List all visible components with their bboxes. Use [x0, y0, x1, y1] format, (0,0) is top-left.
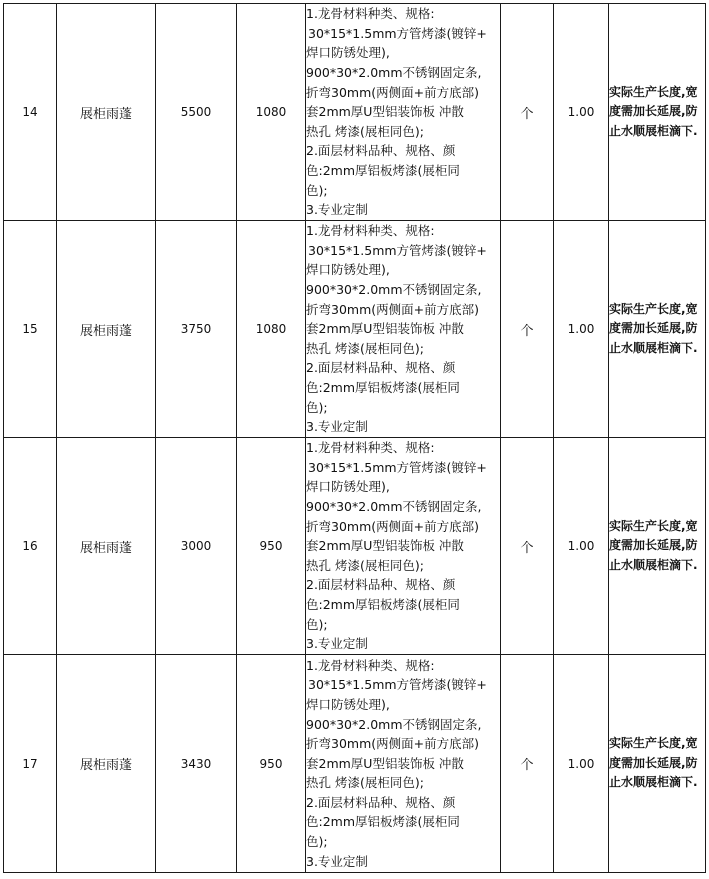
description-line: 3.专业定制 [306, 419, 368, 435]
description-line: 色); [306, 834, 328, 850]
unit-cell: 个 [501, 655, 554, 873]
item-name-cell: 展柜雨蓬 [57, 655, 156, 873]
length-cell: 5500 [156, 4, 237, 221]
item-name-cell: 展柜雨蓬 [57, 4, 156, 221]
description-line: 焊口防锈处理), [306, 262, 390, 278]
description-line: 3.专业定制 [306, 202, 368, 218]
description-line: 色:2mm厚铝板烤漆(展柜同 [306, 596, 460, 612]
length-cell: 3000 [156, 438, 237, 655]
description-line: 900*30*2.0mm不锈钢固定条, [306, 282, 482, 298]
description-line: 热孔 烤漆(展柜同色); [306, 123, 424, 139]
description-line: 折弯30mm(两侧面+前方底部) [306, 736, 479, 752]
description-line: 1.龙骨材料种类、规格: [306, 223, 435, 239]
table-row [4, 4, 706, 221]
note-cell: 实际生产长度,宽度需加长延展,防止水顺展柜滴下. [609, 438, 706, 655]
description-cell [306, 4, 501, 221]
unit-cell: 个 [501, 438, 554, 655]
description-line: 色); [306, 616, 328, 632]
table-row [4, 221, 706, 438]
description-line: 2.面层材料品种、规格、颜 [306, 794, 456, 810]
description-cell [306, 221, 501, 438]
item-number-cell: 14 [4, 4, 57, 221]
quantity-cell: 1.00 [554, 4, 609, 221]
item-number-cell: 16 [4, 438, 57, 655]
quantity-cell: 1.00 [554, 221, 609, 438]
width-cell: 950 [237, 655, 306, 873]
description-line: 色:2mm厚铝板烤漆(展柜同 [306, 379, 460, 395]
note-cell: 实际生产长度,宽度需加长延展,防止水顺展柜滴下. [609, 221, 706, 438]
quantity-cell: 1.00 [554, 438, 609, 655]
description-cell [306, 655, 501, 873]
description-line: 3.专业定制 [306, 853, 368, 869]
description-line: 900*30*2.0mm不锈钢固定条, [306, 65, 482, 81]
description-line: 2.面层材料品种、规格、颜 [306, 577, 456, 593]
description-line: 热孔 烤漆(展柜同色); [306, 340, 424, 356]
item-number-cell: 17 [4, 655, 57, 873]
description-line: 色:2mm厚铝板烤漆(展柜同 [306, 162, 460, 178]
description-line: 30*15*1.5mm方管烤漆(镀锌+ [308, 459, 487, 475]
description-line: 30*15*1.5mm方管烤漆(镀锌+ [308, 242, 487, 258]
description-line: 热孔 烤漆(展柜同色); [306, 775, 424, 791]
description-line: 色:2mm厚铝板烤漆(展柜同 [306, 814, 460, 830]
description-line: 热孔 烤漆(展柜同色); [306, 557, 424, 573]
description-line: 30*15*1.5mm方管烤漆(镀锌+ [308, 677, 487, 693]
quantity-cell: 1.00 [554, 655, 609, 873]
width-cell: 950 [237, 438, 306, 655]
description-line: 套2mm厚U型铝装饰板 冲散 [306, 321, 464, 337]
table-body [4, 4, 706, 873]
description-line: 折弯30mm(两侧面+前方底部) [306, 518, 479, 534]
description-line: 30*15*1.5mm方管烤漆(镀锌+ [308, 25, 487, 41]
description-line: 焊口防锈处理), [306, 696, 390, 712]
description-line: 焊口防锈处理), [306, 479, 390, 495]
description-line: 1.龙骨材料种类、规格: [306, 657, 435, 673]
description-line: 1.龙骨材料种类、规格: [306, 440, 435, 456]
description-line: 色); [306, 399, 328, 415]
description-line: 色); [306, 182, 328, 198]
description-line: 2.面层材料品种、规格、颜 [306, 360, 456, 376]
width-cell: 1080 [237, 221, 306, 438]
table-row [4, 438, 706, 655]
table-row [4, 655, 706, 873]
note-cell: 实际生产长度,宽度需加长延展,防止水顺展柜滴下. [609, 655, 706, 873]
length-cell: 3430 [156, 655, 237, 873]
unit-cell: 个 [501, 221, 554, 438]
item-number-cell: 15 [4, 221, 57, 438]
description-line: 焊口防锈处理), [306, 45, 390, 61]
description-cell [306, 438, 501, 655]
description-line: 折弯30mm(两侧面+前方底部) [306, 301, 479, 317]
note-cell: 实际生产长度,宽度需加长延展,防止水顺展柜滴下. [609, 4, 706, 221]
width-cell: 1080 [237, 4, 306, 221]
description-line: 套2mm厚U型铝装饰板 冲散 [306, 104, 464, 120]
item-name-cell: 展柜雨蓬 [57, 438, 156, 655]
description-line: 2.面层材料品种、规格、颜 [306, 143, 456, 159]
item-name-cell: 展柜雨蓬 [57, 221, 156, 438]
description-line: 1.龙骨材料种类、规格: [306, 6, 435, 22]
specification-table [3, 3, 706, 873]
description-line: 套2mm厚U型铝装饰板 冲散 [306, 755, 464, 771]
description-line: 900*30*2.0mm不锈钢固定条, [306, 499, 482, 515]
description-line: 900*30*2.0mm不锈钢固定条, [306, 716, 482, 732]
description-line: 3.专业定制 [306, 636, 368, 652]
description-line: 套2mm厚U型铝装饰板 冲散 [306, 538, 464, 554]
unit-cell: 个 [501, 4, 554, 221]
length-cell: 3750 [156, 221, 237, 438]
description-line: 折弯30mm(两侧面+前方底部) [306, 84, 479, 100]
